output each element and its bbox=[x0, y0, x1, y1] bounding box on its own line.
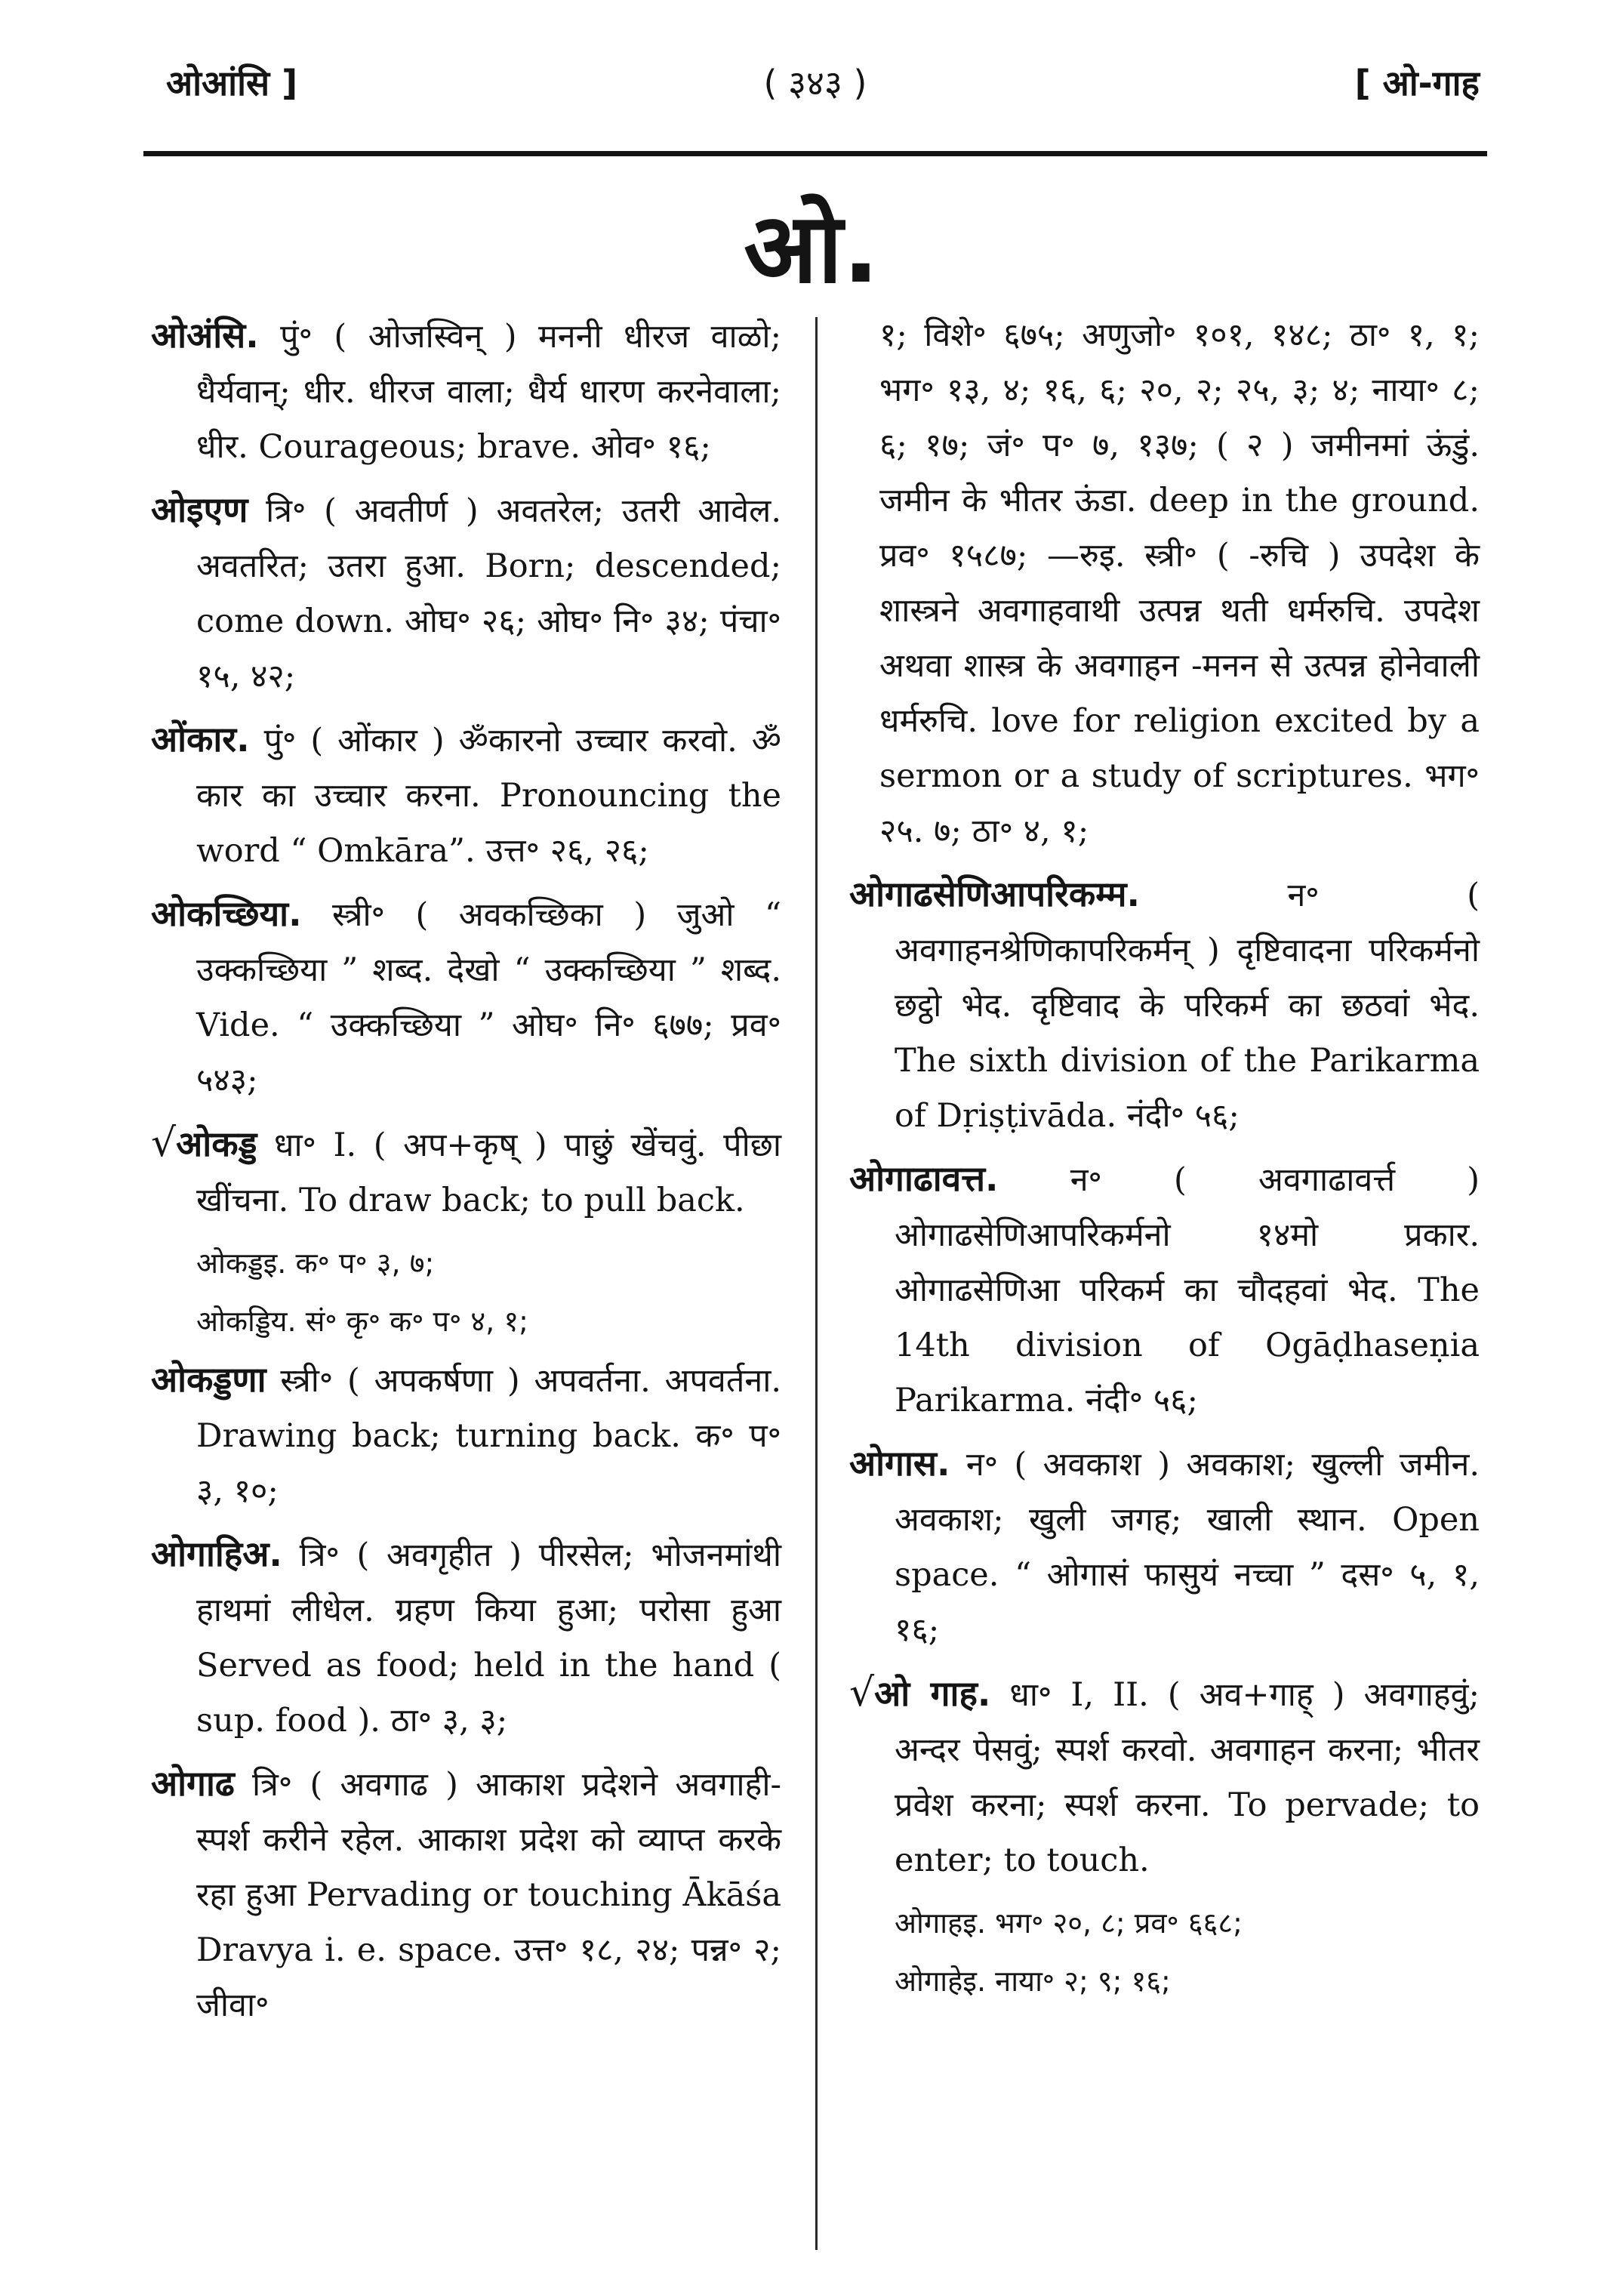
entry-continuation: १; विशे॰ ६७५; अणुजो॰ १०१, १४८; ठा॰ १, १; भग॰ १३, ४; १६, ६; २०, २; २५, ३; ४; नाया॰ ८; ६; १७; जं॰ प॰ ७, १३७; ( २ ) जमीनमां ऊंडुं. जमीन के भीतर ऊंडा. deep in the ground. प्रव॰ १५८७; —रुइ. स्त्री॰ ( -रुचि ) उपदेश के शास्त्रने अवगाहवाथी उत्पन्न थती धर्मरुचि. उपदेश अथवा शास्त्र के अवगाहन -मनन से उत्पन्न होनेवाली धर्मरुचि. love for religion excited by a sermon or a study of scriptures. भग॰ २५. ७; ठा॰ ४, १; bbox=[879, 316, 1480, 850]
dictionary-entry bbox=[151, 1756, 781, 2033]
dictionary-entry bbox=[151, 1352, 781, 1519]
entry-definition: न॰ ( अवकाश ) अवकाश; खुल्ली जमीन. अवकाश; खुली जगह; खाली स्थान. Open space. “ ओगासं फासुयं नच्चा ” दस॰ ५, १, १६; bbox=[895, 1446, 1480, 1649]
entry-headword: ओइएण bbox=[151, 489, 248, 530]
dictionary-entry bbox=[849, 867, 1480, 1144]
running-header bbox=[151, 51, 1480, 119]
entry-headword: ओकड्ड bbox=[176, 1123, 257, 1164]
entry-headword: ओकच्छिया. bbox=[151, 893, 302, 934]
entry-definition: त्रि॰ ( अवगृहीत ) पीरसेल; भोजनमांथी हाथमां लीधेल. ग्रहण किया हुआ; परोसा हुआ Served as food; held in the hand ( sup. food ). ठा॰ ३, ३; bbox=[196, 1536, 781, 1740]
entry-headword: ओगाढ bbox=[151, 1763, 235, 1804]
entry-definition: न॰ ( अवगाहनश्रेणिकापरिकर्मन् ) दृष्टिवादना परिकर्मनो छट्ठो भेद. दृष्टिवाद के परिकर्म का छठवां भेद. The sixth division of the Parikarma of Dṛiṣṭivāda. नंदी॰ ५६; bbox=[895, 877, 1480, 1135]
entry-headword: ओगाढसेणिआपरिकम्म. bbox=[849, 874, 1140, 914]
dictionary-entry bbox=[151, 1116, 781, 1228]
left-column bbox=[151, 308, 781, 2041]
entry-definition: न॰ ( अवगाढावर्त्त ) ओगाढसेणिआपरिकर्मनो १४मो प्रकार. ओगाढसेणिआ परिकर्म का चौदहवां भेद. The 14th division of Ogāḍhaseṇia Parikarma. नंदी॰ ५६; bbox=[895, 1161, 1480, 1419]
sub-form: ओगाहेइ. नाया॰ २; ९; १६; bbox=[895, 1965, 1171, 1998]
entry-headword: ओगाढावत्त. bbox=[849, 1158, 999, 1199]
dictionary-entry bbox=[849, 1151, 1480, 1428]
dictionary-entry bbox=[151, 1527, 781, 1749]
dictionary-entry bbox=[151, 482, 781, 704]
entry-headword: ओ गाह. bbox=[874, 1673, 991, 1714]
entry-definition: स्त्री॰ ( अपकर्षणा ) अपवर्तना. अपवर्तना. Drawing back; turning back. क॰ प॰ ३, १०; bbox=[196, 1362, 781, 1510]
entry-definition: धा॰ I, II. ( अव+गाह् ) अवगाहवुं; अन्दर पेसवुं; स्पर्श करवो. अवगाहन करना; भीतर प्रवेश करना; स्पर्श करना. To pervade; to enter; to touch. bbox=[895, 1676, 1480, 1879]
entry-definition: स्त्री॰ ( अवकच्छिका ) जुओ “ उक्कच्छिया ” शब्द. देखो “ उक्कच्छिया ” शब्द. Vide. “ उक्कच्छिया ” ओघ॰ नि॰ ६७७; प्रव॰ ५४३; bbox=[196, 896, 781, 1099]
sub-form: ओकड्डिय. सं॰ कृ॰ क॰ प॰ ४, १; bbox=[196, 1305, 528, 1338]
root-check-mark: √ bbox=[151, 1120, 177, 1166]
entry-definition: त्रि॰ ( अवगाढ ) आकाश प्रदेशने अवगाही-स्पर्श करीने रहेल. आकाश प्रदेश को व्याप्त करके रहा हुआ Pervading or touching Ākāśa Dravya i. e. space. उत्त॰ १८, २४; पन्न॰ २; जीवा॰ bbox=[196, 1766, 781, 2024]
header-left-guide-word: ओआंसि ] bbox=[166, 63, 298, 103]
right-column bbox=[849, 308, 1480, 2012]
sub-form: ओगाहइ. भग॰ २०, ८; प्रव॰ ६६८; bbox=[895, 1906, 1243, 1940]
column-divider bbox=[815, 317, 818, 2250]
entry-headword: ओकड्डणा bbox=[151, 1359, 266, 1400]
sub-form: ओकड्डइ. क॰ प॰ ३, ७; bbox=[196, 1247, 435, 1280]
header-rule bbox=[143, 151, 1487, 156]
entry-headword: ओगास. bbox=[849, 1443, 950, 1484]
dictionary-entry bbox=[151, 886, 781, 1108]
dictionary-entry bbox=[849, 1666, 1480, 1888]
root-check-mark: √ bbox=[849, 1670, 875, 1715]
section-letter-heading: ओ. bbox=[744, 193, 879, 305]
entry-headword: ओअंसि. bbox=[151, 315, 259, 356]
page-number: ( ३४३ ) bbox=[763, 63, 867, 103]
dictionary-entry bbox=[849, 1436, 1480, 1658]
header-right-guide-word: [ ओ-गाह bbox=[1354, 63, 1480, 103]
entry-definition: धा॰ I. ( अप+कृष् ) पाछुं खेंचवुं. पीछा खींचना. To draw back; to pull back. bbox=[196, 1126, 781, 1219]
entry-definition: पुं॰ ( ओंकार ) ॐकारनो उच्चार करवो. ॐ कार का उच्चार करना. Pronouncing the word “ Omkāra”. उत्त॰ २६, २६; bbox=[196, 722, 781, 870]
dictionary-entry bbox=[151, 308, 781, 475]
entry-headword: ओगाहिअ. bbox=[151, 1533, 282, 1574]
entry-definition: त्रि॰ ( अवतीर्ण ) अवतरेल; उतरी आवेल. अवतरित; उतरा हुआ. Born; descended; come down. ओघ॰ २६; ओघ॰ नि॰ ३४; पंचा॰ १५, ४२; bbox=[196, 492, 781, 695]
entry-definition: पुं॰ ( ओजस्विन् ) मननी धीरज वाळो; धैर्यवान्; धीर. धीरज वाला; धैर्य धारण करनेवाला; धीर. Courageous; brave. ओव॰ १६; bbox=[196, 318, 781, 466]
dictionary-entry bbox=[151, 712, 781, 879]
entry-headword: ओंकार. bbox=[151, 719, 250, 760]
